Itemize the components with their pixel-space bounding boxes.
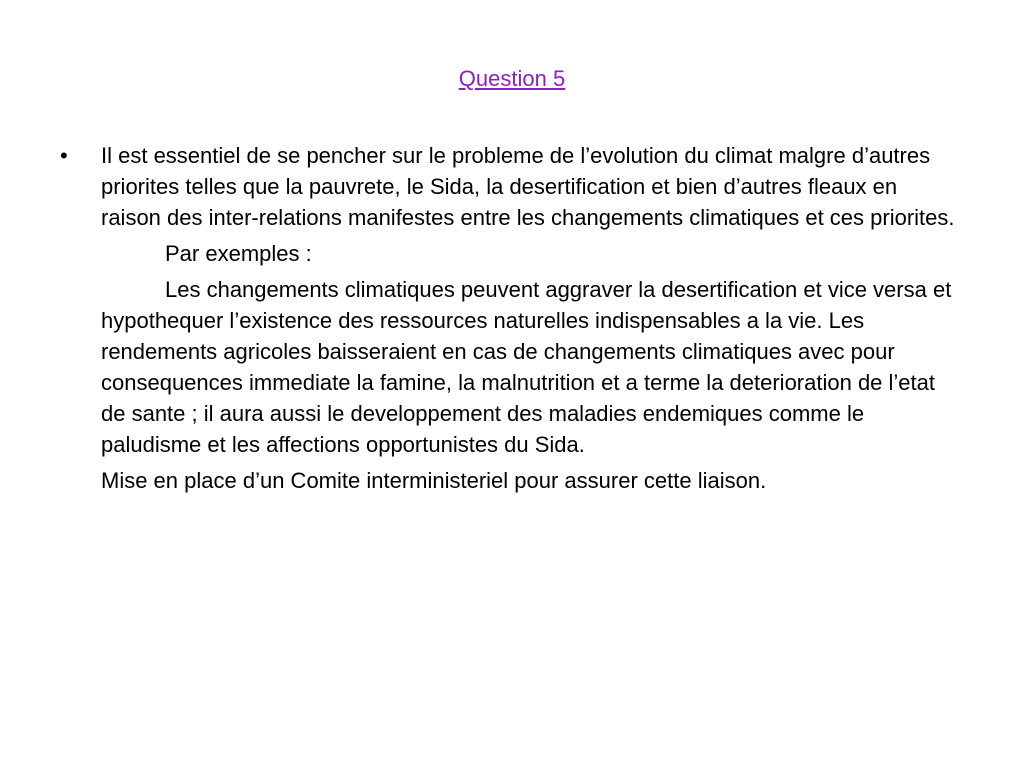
- paragraph-intro: Il est essentiel de se pencher sur le probleme de l’evolution du climat malgre d’autres priorites telles que la pauvrete, le Sida, la desertification et bien d’autres fleaux en raison des inter-relations manifestes entre les changements climatiques et ces priorites.: [101, 143, 955, 230]
- paragraph-examples-detail: Les changements climatiques peuvent aggraver la desertification et vice versa et hypothequer l’existence des ressources naturelles indispensables a la vie. Les rendements agricoles baisseraient en cas de changements climatiques avec pour consequences immediate la famine, la malnutrition et a terme la deterioration de l’etat de sante ; il aura aussi le developpement des maladies endemiques comme le paludisme et les affections opportunistes du Sida.: [101, 277, 952, 457]
- bullet-icon: •: [60, 143, 68, 168]
- paragraph-conclusion: Mise en place d’un Comite interministeriel pour assurer cette liaison.: [101, 468, 767, 493]
- paragraph-examples-heading: Par exemples :: [165, 241, 312, 266]
- slide-title-link[interactable]: Question 5: [458, 66, 566, 91]
- body-text: [101, 140, 959, 501]
- slide-title-container: [0, 64, 1024, 94]
